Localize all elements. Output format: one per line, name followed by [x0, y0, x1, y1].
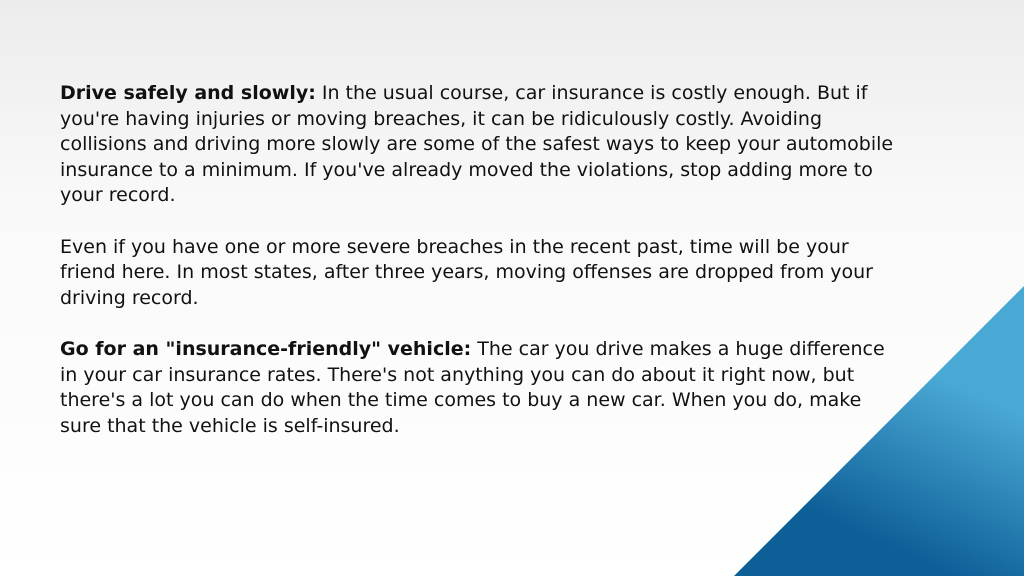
paragraph-heading: Go for an "insurance-friendly" vehicle: — [60, 337, 472, 360]
body-text — [60, 81, 900, 465]
paragraph-drive-safely — [60, 81, 900, 209]
paragraph-recent-breaches — [60, 235, 900, 312]
paragraph-body: Even if you have one or more severe breaches in the recent past, time will be your friend here. In most states, after three years, moving offenses are dropped from your driving record. — [60, 235, 873, 309]
paragraph-insurance-friendly-vehicle — [60, 337, 900, 439]
paragraph-body: In the usual course, car insurance is costly enough. But if you're having injuries or moving breaches, it can be ridiculously costly. Avoiding collisions and driving more slowly are some of the safest ways to keep your automobile insurance to a minimum. If you've already moved the violations, stop adding more to your record. — [60, 82, 894, 207]
paragraph-body: The car you drive makes a huge difference in your car insurance rates. There's not anything you can do about it right now, but there's a lot you can do when the time comes to buy a new car. When you do, make sure that the vehicle is self-insured. — [60, 337, 885, 437]
paragraph-heading: Drive safely and slowly: — [60, 82, 316, 104]
